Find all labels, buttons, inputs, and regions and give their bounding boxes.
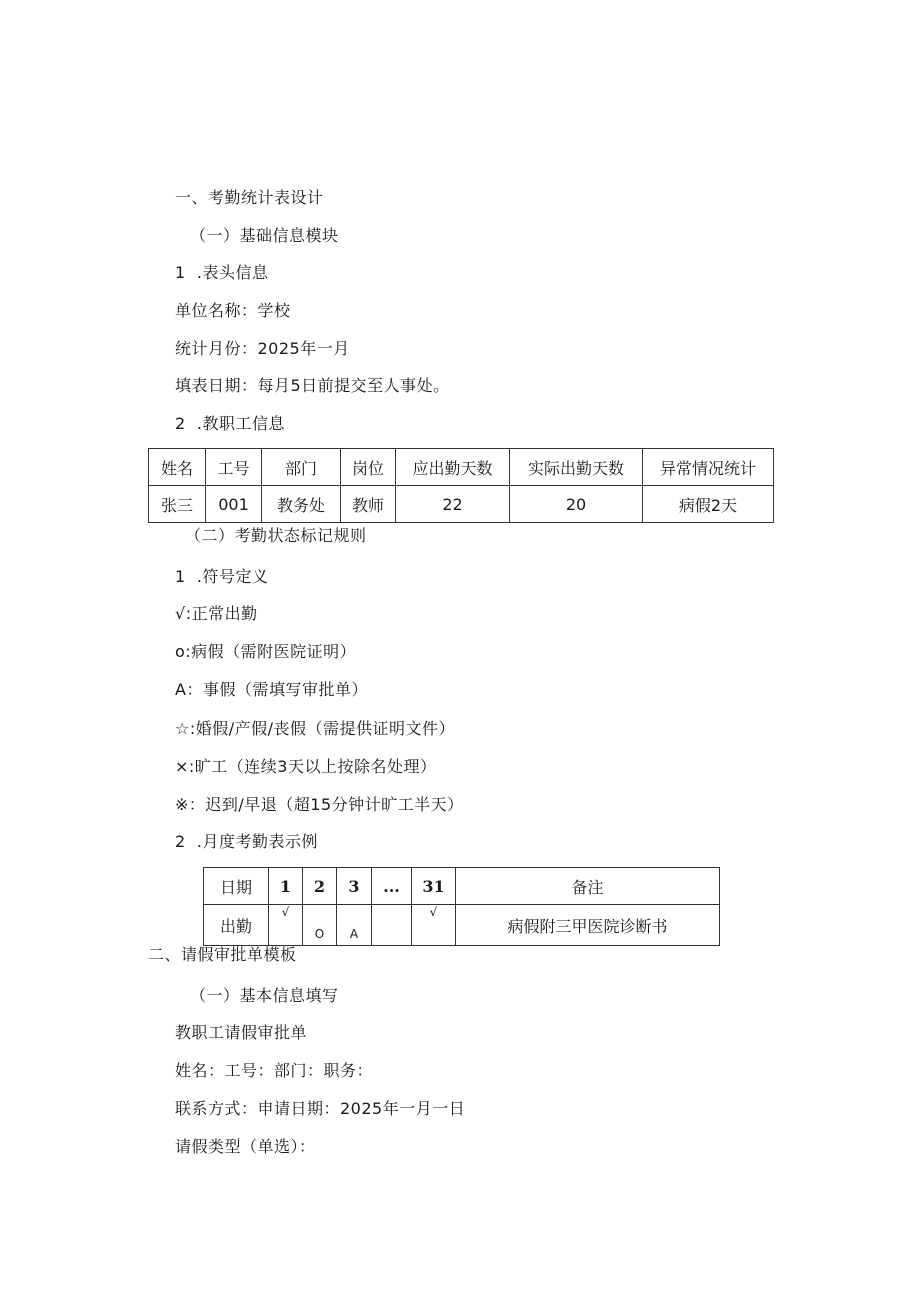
header-cell: 日期 (204, 868, 269, 905)
section-2-title: 二、请假审批单模板 (148, 945, 297, 964)
table-cell: 教师 (341, 486, 396, 523)
form-contact: 联系方式：申请日期：2025年一月一日 (175, 1099, 466, 1118)
table-header-row (204, 868, 720, 905)
fill-date: 填表日期：每月5日前提交至人事处。 (175, 376, 450, 395)
header-cell: 3 (337, 868, 372, 905)
table-cell: 出勤 (204, 905, 269, 946)
table-row (149, 486, 774, 523)
symbol-personal-leave: A：事假（需填写审批单） (175, 680, 368, 699)
header-cell: 2 (303, 868, 337, 905)
header-cell: 异常情况统计 (643, 449, 774, 486)
subsection-basic-fill: （一）基本信息填写 (190, 986, 339, 1005)
header-cell: ... (372, 868, 412, 905)
monthly-attendance-table (203, 867, 720, 946)
table-header-row (149, 449, 774, 486)
symbol-normal: √:正常出勤 (175, 604, 258, 623)
table-cell: 20 (510, 486, 643, 523)
form-fields: 姓名：工号：部门：职务： (175, 1061, 374, 1080)
table-cell: 张三 (149, 486, 206, 523)
subsection-basic-info: （一）基础信息模块 (190, 226, 339, 245)
header-cell: 部门 (262, 449, 341, 486)
table-cell: √ (412, 905, 456, 946)
header-cell: 岗位 (341, 449, 396, 486)
subsection-attendance-rules: （二）考勤状态标记规则 (185, 526, 367, 545)
item-header-info: 1 .表头信息 (175, 263, 269, 282)
table-cell: 22 (396, 486, 510, 523)
item-symbol-definition: 1 .符号定义 (175, 567, 269, 586)
table-row (204, 905, 720, 946)
symbol-sick-leave: o:病假（需附医院证明） (175, 642, 357, 661)
table-cell: A (337, 905, 372, 946)
header-cell: 应出勤天数 (396, 449, 510, 486)
symbol-late: ※：迟到/早退（超15分钟计旷工半天） (175, 795, 464, 814)
header-cell: 31 (412, 868, 456, 905)
unit-name: 单位名称：学校 (175, 301, 291, 320)
form-leave-type: 请假类型（单选）： (175, 1137, 316, 1156)
stat-month: 统计月份：2025年一月 (175, 339, 350, 358)
table-cell: 001 (206, 486, 262, 523)
table-cell: 教务处 (262, 486, 341, 523)
header-cell: 工号 (206, 449, 262, 486)
form-title: 教职工请假审批单 (175, 1023, 308, 1042)
table-cell: √ (269, 905, 303, 946)
staff-info-table (148, 448, 774, 523)
symbol-absent: ×:旷工（连续3天以上按除名处理） (175, 757, 437, 776)
table-cell: 病假附三甲医院诊断书 (456, 905, 720, 946)
header-cell: 备注 (456, 868, 720, 905)
symbol-marriage-leave: ☆:婚假/产假/丧假（需提供证明文件） (175, 719, 456, 738)
item-staff-info: 2 .教职工信息 (175, 414, 285, 433)
header-cell: 姓名 (149, 449, 206, 486)
header-cell: 实际出勤天数 (510, 449, 643, 486)
item-monthly-example: 2 .月度考勤表示例 (175, 832, 318, 851)
table-cell (372, 905, 412, 946)
header-cell: 1 (269, 868, 303, 905)
table-cell: O (303, 905, 337, 946)
section-1-title: 一、考勤统计表设计 (175, 188, 324, 207)
table-cell: 病假2天 (643, 486, 774, 523)
